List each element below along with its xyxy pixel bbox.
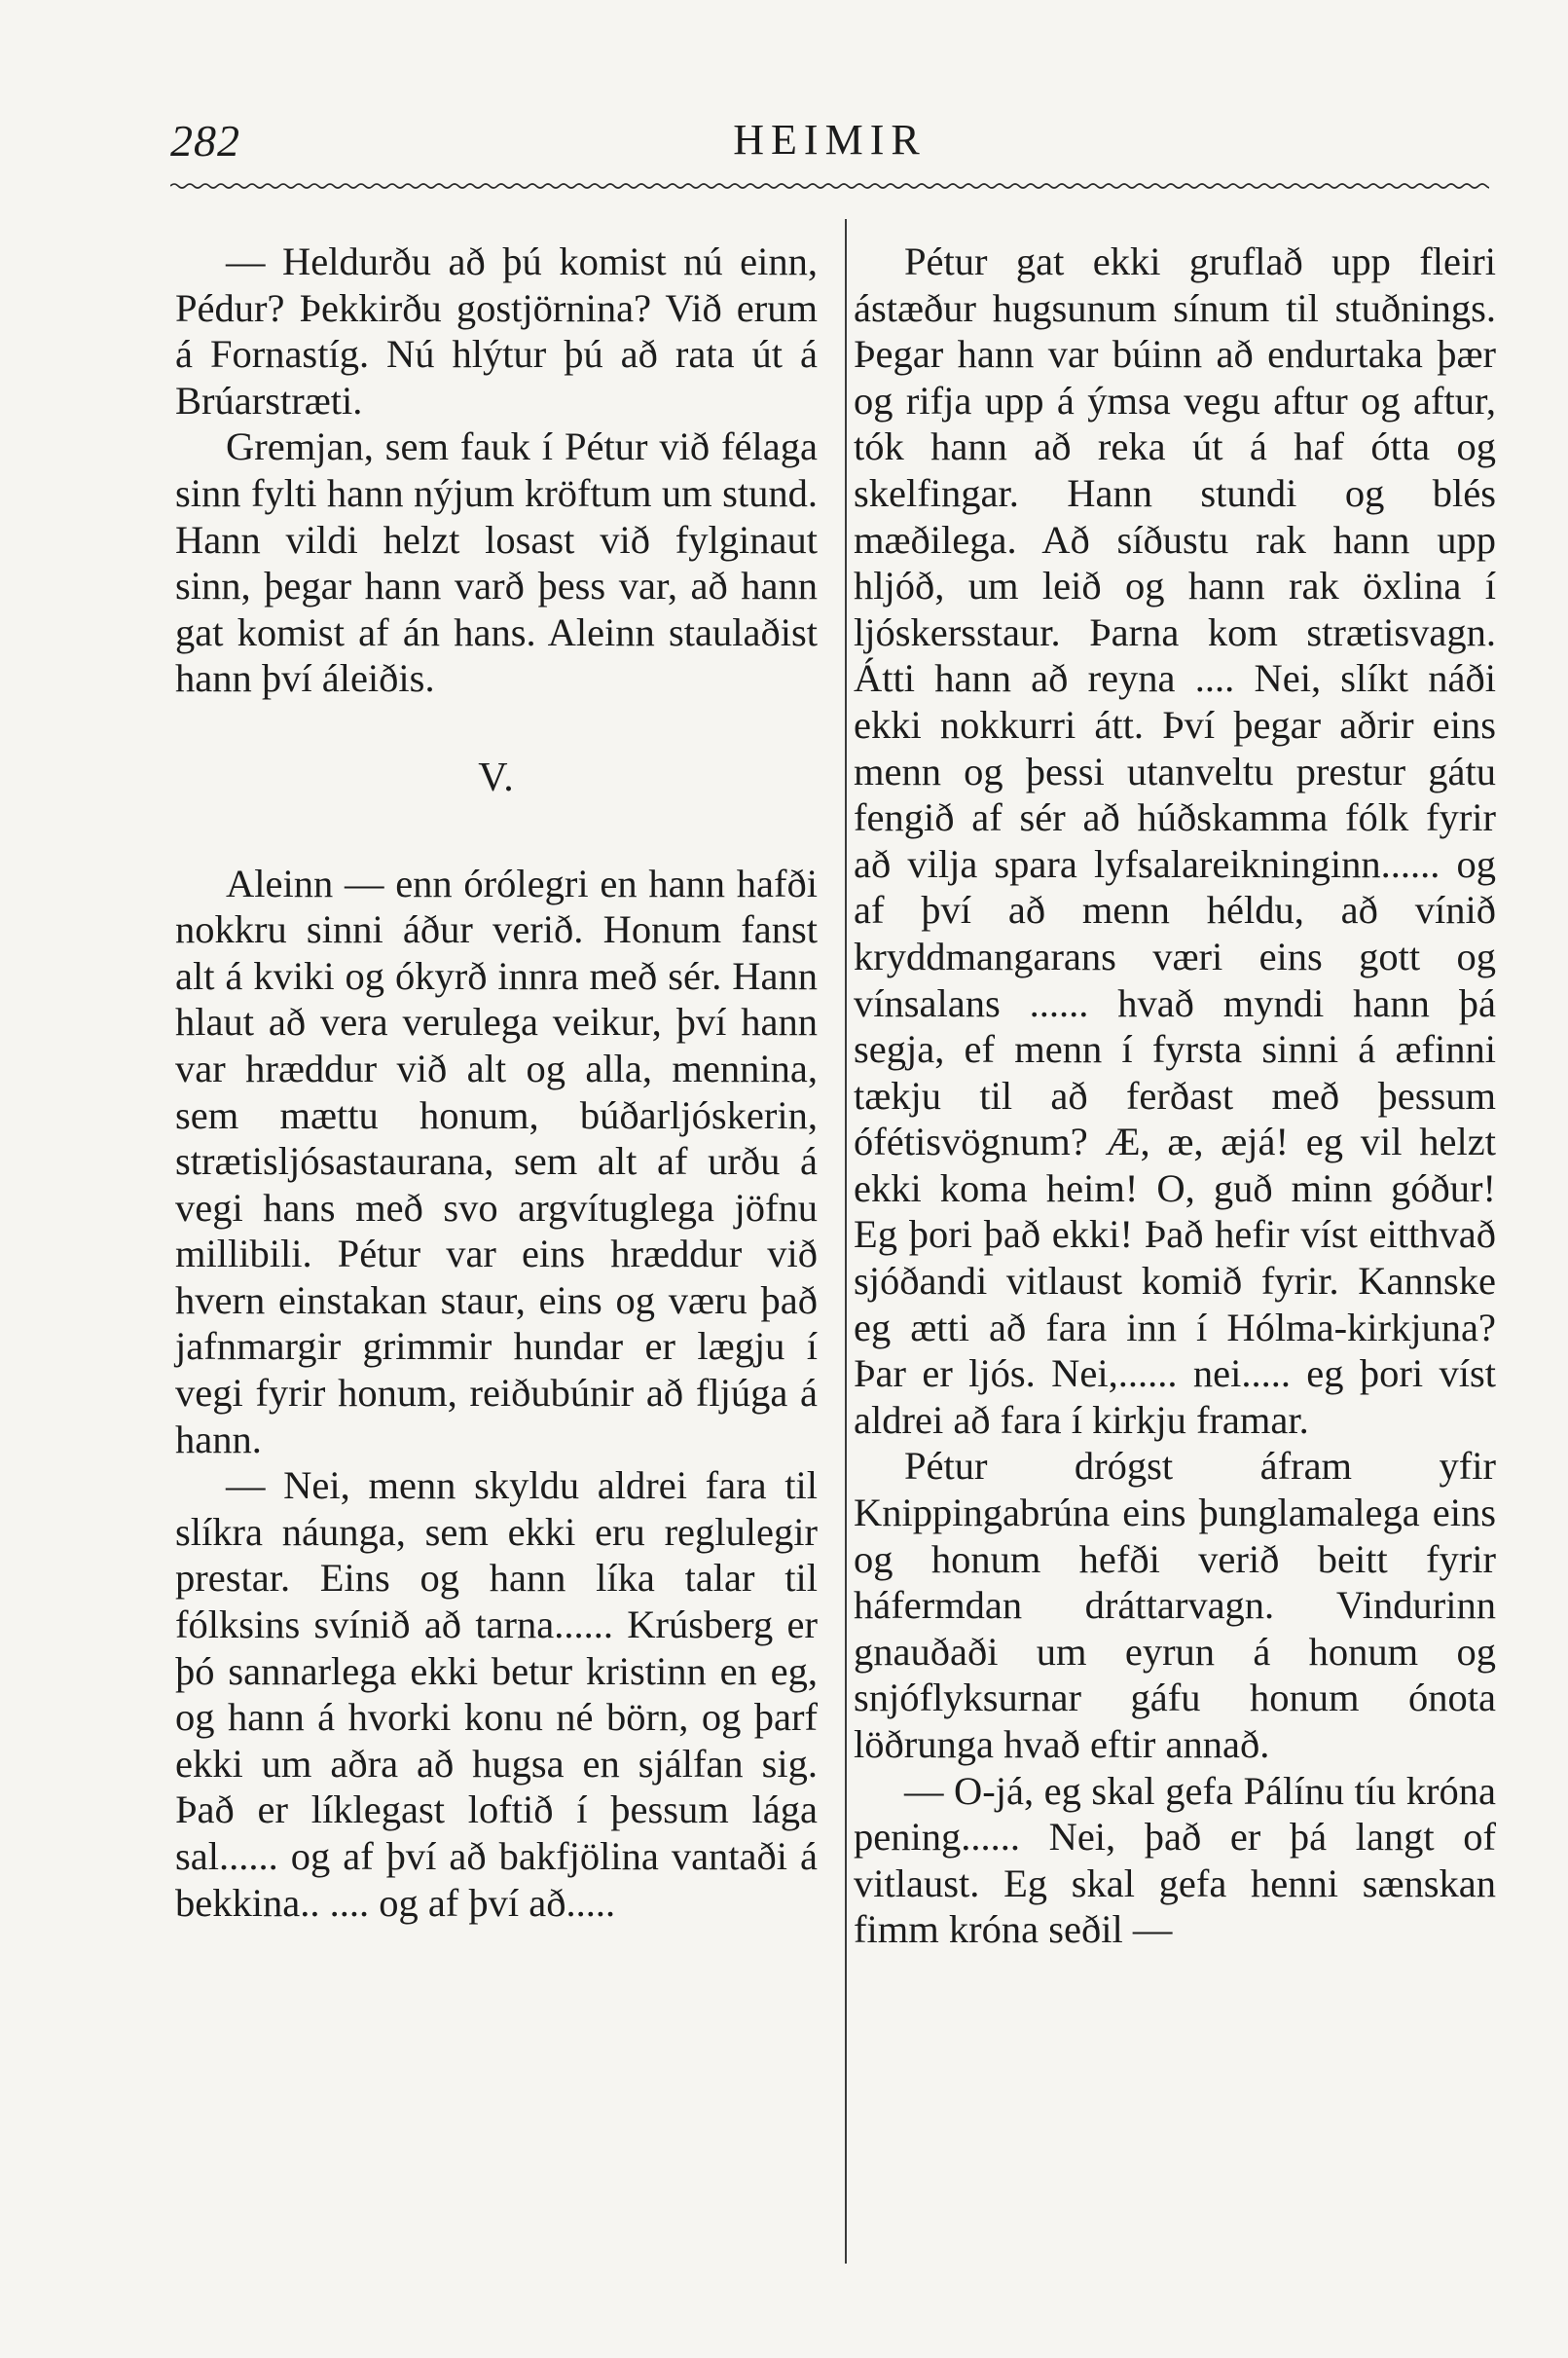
left-column — [175, 239, 818, 1926]
section-heading: V. — [478, 755, 515, 800]
paragraph: — Heldurðu að þú komist nú einn, Pédur? Þekkirðu gostjörnina? Við erum á Fornastíg. Nú hlýtur þú að rata út á Brúarstræti. — [175, 239, 818, 423]
paragraph: Aleinn — enn órólegri en hann hafði nokkru sinni áður verið. Honum fanst alt á kviki og ókyrð innra með sér. Hann hlaut að vera verulega veikur, því hann var hræddur við alt og alla, mennina, sem mættu honum, búðarljóskerin, strætisljósastaurana, sem alt af urðu á vegi hans með svo argvítuglega jöfnu millibili. Pétur var eins hræddur við hvern einstakan staur, eins og væru það jafnmargir grimmir hundar er lægju í vegi fyrir honum, reiðubúnir að fljúga á hann. — [175, 861, 818, 1461]
right-column — [854, 239, 1496, 1953]
paragraph: — O-já, eg skal gefa Pálínu tíu króna pening...... Nei, það er þá langt of vitlaust. Eg skal gefa henni sænskan fimm króna seðil — — [854, 1768, 1496, 1952]
header-wavy-rule — [170, 181, 1489, 191]
column-divider — [845, 219, 847, 2264]
page-number: 282 — [170, 116, 240, 166]
paragraph: Gremjan, sem fauk í Pétur við félaga sinn fylti hann nýjum kröftum um stund. Hann vildi helzt losast við fylginaut sinn, þegar hann varð þess var, að hann gat komist af án hans. Aleinn staulaðist hann því áleiðis. — [175, 424, 818, 701]
page-header — [170, 115, 1489, 173]
paragraph: Pétur drógst áfram yfir Knippingabrúna eins þunglamalega eins og honum hefði verið beitt fyrir háfermdan dráttarvagn. Vindurinn gnauðaði um eyrun á honum og snjóflyksurnar gáfu honum ónota löðrunga hvað eftir annað. — [854, 1444, 1496, 1766]
paragraph: Pétur gat ekki gruflað upp fleiri ástæður hugsunum sínum til stuðnings. Þegar hann var búinn að endurtaka þær og rifja upp á ýmsa vegu aftur og aftur, tók hann að reka út á haf ótta og skelfingar. Hann stundi og blés mæðilega. Að síðustu rak hann upp hljóð, um leið og hann rak öxlina í ljóskersstaur. Þarna kom strætisvagn. Átti hann að reyna .... Nei, slíkt náði ekki nokkurri átt. Því þegar aðrir eins menn og þessi utanveltu prestur gátu fengið af sér að húðskamma fólk fyrir að vilja spara lyfsalareikninginn...... og af því að menn héldu, að vínið kryddmangarans væri eins gott og vínsalans ...... hvað myndi hann þá segja, ef menn í fyrsta sinni á æfinni tækju til að ferðast með þessum ófétisvögnum? Æ, æ, æjá! eg vil helzt ekki koma heim! O, guð minn góður! Eg þori það ekki! Það hefir víst eitthvað sjóðandi vitlaust komið fyrir. Kannske eg ætti að fara inn í Hólma-kirkjuna? Þar er ljós. Nei,...... nei..... eg þori víst aldrei að fara í kirkju framar. — [854, 239, 1496, 1442]
running-title: HEIMIR — [733, 116, 927, 164]
paragraph: — Nei, menn skyldu aldrei fara til slíkra náunga, sem ekki eru reglulegir prestar. Eins og hann líka talar til fólksins svínið að tarna...... Krúsberg er þó sannarlega ekki betur kristinn en eg, og hann á hvorki konu né börn, og þarf ekki um aðra að hugsa en sjálfan sig. Það er líklegast loftið í þessum lága sal...... og af því að bakfjölina vantaði á bekkina.. .... og af því að..... — [175, 1463, 818, 1925]
